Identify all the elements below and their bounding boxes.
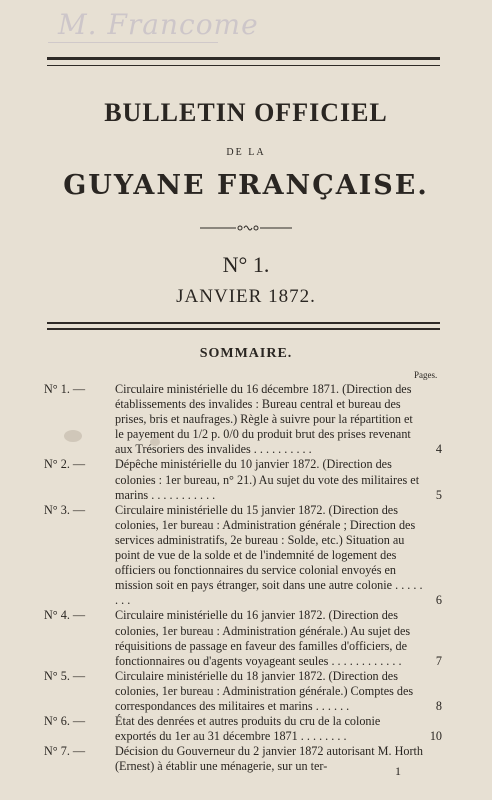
- sommaire-list: [44, 382, 444, 774]
- issue-date: JANVIER 1872.: [176, 286, 316, 307]
- entry-text: Circulaire ministérielle du 15 janvier 1872. (Direction des colonies, 1er bureau : Administration générale ; Direction des services administratifs, 2e bureau : Solde, etc.) Situation au point de vue de la solde et de l'indemnité de logement des officiers ou fonctionnaires du service colonial envoyés en mission soit en pays étranger, soit dans une autre colonie: [115, 502, 416, 593]
- bulletin-title: BULLETIN OFFICIEL: [104, 98, 388, 127]
- sommaire-entry: N° 6. — État des denrées et autres produits du cru de la colonie exportés du 1er au 31 décembre 1871 . . . . . . . . 10: [44, 714, 442, 744]
- entry-text: Circulaire ministérielle du 16 décembre 1871. (Direction des établissements des invalides : Bureau central et bureau des prises, bris et naufrages.) Règle à suivre pour la répartition et le payement du 1/2 p. 0/0 du produit brut des prises revenant aux Trésoriers des invalides: [115, 382, 413, 457]
- top-double-rule: [47, 57, 440, 66]
- sommaire-entry: N° 2. — Dépêche ministérielle du 10 janvier 1872. (Direction des colonies : 1er bureau, n° 21.) Au sujet du vote des militaires et marins . . . . . . . . . . . 5: [44, 457, 442, 502]
- entry-page: 10: [429, 729, 442, 744]
- entry-page: 4: [435, 442, 442, 457]
- entry-text: Dépêche ministérielle du 10 janvier 1872. (Direction des colonies : 1er bureau, n° 21.) Au sujet du vote des militaires et marins: [115, 457, 420, 502]
- entry-number: N° 2. —: [44, 457, 86, 472]
- sommaire-entry: N° 1. — Circulaire ministérielle du 16 décembre 1871. (Direction des établissements des invalides : Bureau central et bureau des prises, bris et naufrages.) Règle à suivre pour la répartition et le payement du 1/2 p. 0/0 du produit brut des prises revenant aux Trésoriers des invalides . . . . . . . . . . 4: [44, 382, 442, 457]
- sommaire-entry: N° 5. — Circulaire ministérielle du 18 janvier 1872. (Direction des colonies, 1er bureau : Administration générale.) Comptes des correspondances des militaires et marins . . . . . . 8: [44, 668, 442, 713]
- entry-number: N° 5. —: [44, 668, 86, 683]
- entry-number: N° 4. —: [44, 608, 86, 623]
- sommaire-heading: SOMMAIRE.: [199, 346, 293, 361]
- entry-number: N° 1. —: [44, 382, 86, 396]
- handwritten-annotation: M. Francome: [58, 8, 259, 41]
- entry-page: 7: [435, 653, 442, 668]
- entry-page: 6: [435, 593, 442, 608]
- page-folio: 1: [395, 764, 401, 778]
- entry-page: 5: [435, 487, 442, 502]
- sommaire-entry: [44, 744, 444, 774]
- entry-text: Circulaire ministérielle du 16 janvier 1872. (Direction des colonies, 1er bureau : Administration générale.) Au sujet des réquisitions de passage en faveur des familles d'officiers, de fonctionnaires ou d'agents voyageant seules: [115, 608, 411, 668]
- colony-title: GUYANE FRANÇAISE.: [63, 170, 429, 201]
- entry-text: Décision du Gouverneur du 2 janvier 1872 autorisant M. Horth (Ernest) à établir une ménagerie, sur un ter-: [115, 744, 424, 774]
- paper-stain: [150, 438, 160, 446]
- title-connector: DE LA: [226, 147, 266, 158]
- entry-page: 8: [435, 698, 442, 713]
- paper-stain: [64, 430, 82, 442]
- pages-column-label: Pages.: [414, 370, 438, 380]
- entry-number: N° 3. —: [44, 502, 86, 517]
- middle-double-rule: [47, 322, 440, 330]
- sommaire-entry: N° 3. — Circulaire ministérielle du 15 janvier 1872. (Direction des colonies, 1er bureau : Administration générale ; Direction des services administratifs, 2e bureau : Solde, etc.) Situation au point de vue de la solde et de l'indemnité de logement des officiers ou fonctionnaires du service colonial envoyés en mission soit en pays étranger, soit dans une autre colonie . . . . . . . . 6: [44, 502, 442, 608]
- issue-number: N° 1.: [222, 252, 270, 277]
- entry-number: N° 6. —: [44, 714, 86, 729]
- entry-number: N° 7. —: [44, 744, 86, 759]
- handwriting-underline: [48, 42, 218, 43]
- sommaire-entry: N° 4. — Circulaire ministérielle du 16 janvier 1872. (Direction des colonies, 1er bureau : Administration générale.) Au sujet des réquisitions de passage en faveur des familles d'officiers, de fonctionnaires ou d'agents voyageant seules . . . . . . . . . . . . 7: [44, 608, 442, 668]
- entry-text: Circulaire ministérielle du 18 janvier 1872. (Direction des colonies, 1er bureau : Administration générale.) Comptes des correspondances des militaires et marins: [115, 668, 414, 713]
- entry-text: État des denrées et autres produits du cru de la colonie exportés du 1er au 31 décembre 1871: [115, 714, 381, 744]
- ornament-divider: [200, 223, 292, 233]
